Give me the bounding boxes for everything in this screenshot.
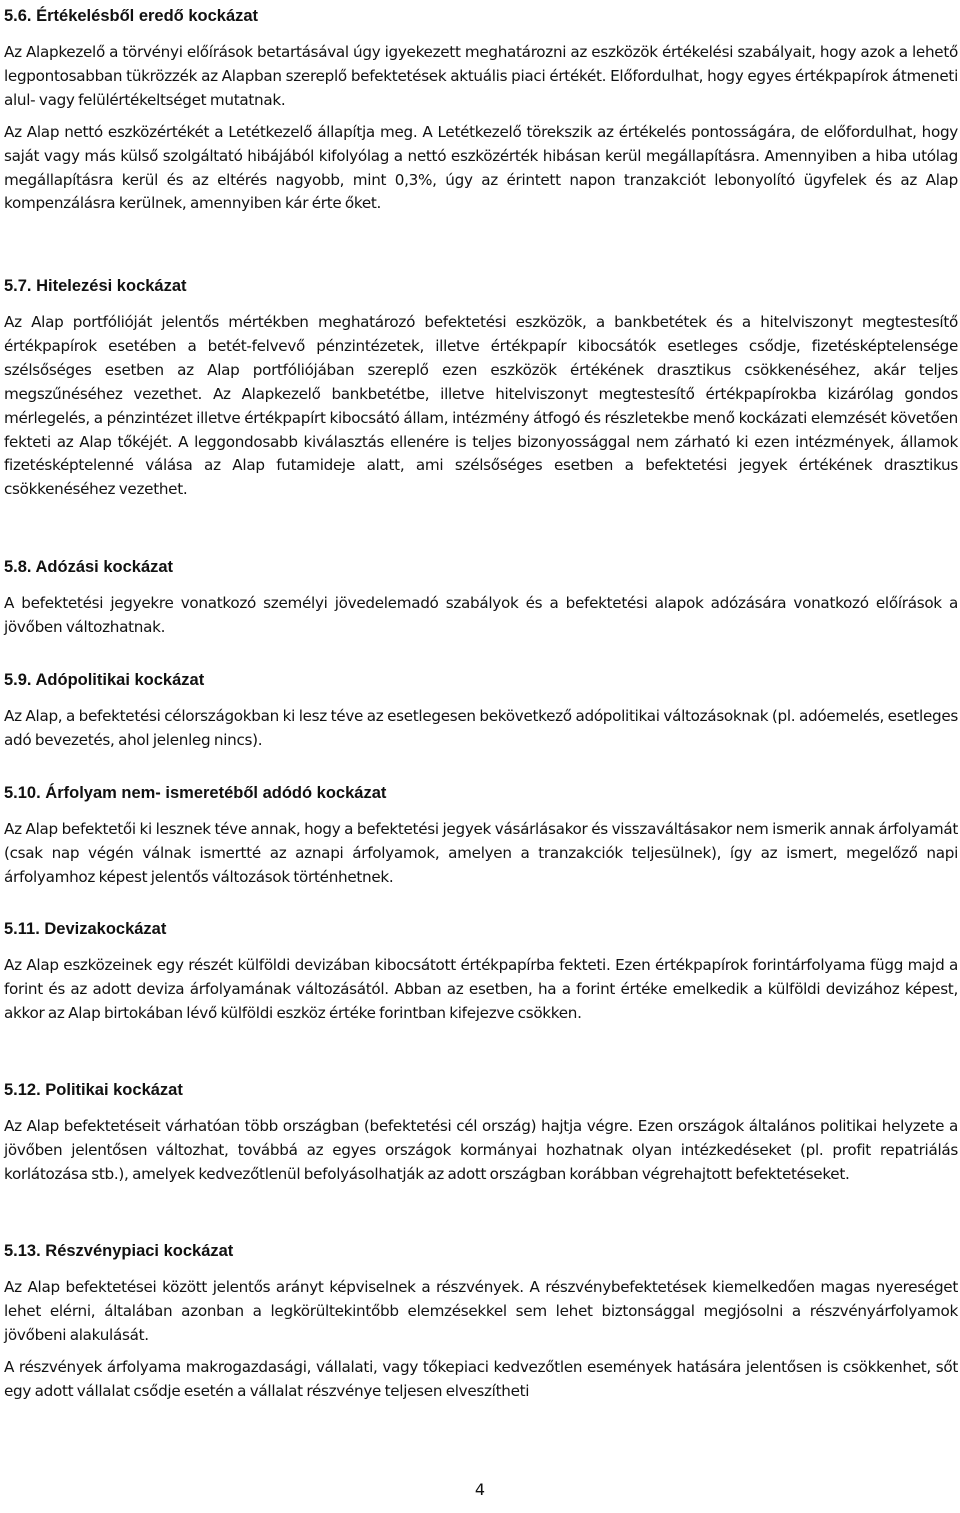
section-heading: 5.6. Értékelésből eredő kockázat — [4, 7, 259, 25]
paragraph: A befektetési jegyekre vonatkozó személyi jövedelemadó szabályok és a befektetési alapok adózására vonatkozó előírások a jövőben változhatnak. — [4, 594, 958, 636]
paragraph: Az Alap befektetései között jelentős arányt képviselnek a részvények. A részvénybefektetések kiemelkedően magas nyereséget lehet elérni, általában azonban a legkörültekintőbb elemzésekkel sem lehet biztonsággal megjósolni a részvényárfolyamok jövőbeni alakulását. — [4, 1278, 958, 1344]
page-number: 4 — [474, 1480, 486, 1499]
paragraph: Az Alap, a befektetési célországokban ki lesz téve az esetlegesen bekövetkező adópolitikai változásoknak (pl. adóemelés, esetleges adó bevezetés, ahol jelenleg nincs). — [4, 707, 958, 749]
paragraph: Az Alap portfólióját jelentős mértékben meghatározó befektetési eszközök, a bankbetétek és a hitelviszonyt megtestesítő értékpapírok esetében a betét-felvevő pénzintézetek, illetve értékpapír kibocsátók esetleges csődje, fizetésképtelensége szélsőséges esetben az Alap portfóliójában szereplő ezen eszközök értékének drasztikus csökkenéséhez, akár teljes megszűnéséhez vezethet. Az Alapkezelő bankbetétbe, illetve hitelviszonyt megtestesítő értékpapírokba kizárólag gondos mérlegelés, a pénzintézet illetve értékpapírt kibocsátó állam, intézmény átfogó és részletekbe menő kockázati elemzését követően fekteti az Alap tőkéjét. A leggondosabb kiválasztás ellenére is teljes bizonyossággal nem zárható ki ezen intézmények, államok fizetésképtelenné válása az Alap futamideje alatt, ami szélsőséges esetben a befektetési jegyek értékének drasztikus csökkenéséhez vezethet. — [4, 313, 958, 499]
section-heading: 5.11. Devizakockázat — [4, 920, 167, 938]
paragraph: Az Alap nettó eszközértékét a Letétkezelő állapítja meg. A Letétkezelő törekszik az értékelés pontosságára, de előfordulhat, hogy saját vagy más külső szolgáltató hibájából kifolyólag a nettó eszközérték hibásan kerül megállapításra. Amennyiben a hiba utólag megállapításra kerül és az eltérés nagyobb, mint 0,3%, úgy az érintett napon tranzakciót lebonyolító ügyfelek és az Alap kompenzálásra kerülnek, amennyiben kár érte őket. — [4, 122, 958, 213]
section-heading: 5.7. Hitelezési kockázat — [4, 277, 187, 295]
paragraph: Az Alapkezelő a törvényi előírások betartásával úgy igyekezett meghatározni az eszközök értékelési szabályait, hogy azok a lehető legpontosabban tükrözzék az Alapban szereplő befektetések aktuális piaci értékét. Előfordulhat, hogy egyes értékpapírok átmeneti alul- vagy felülértékeltséget mutatnak. — [4, 43, 958, 109]
paragraph: A részvények árfolyama makrogazdasági, vállalati, vagy tőkepiaci kedvezőtlen események hatására jelentősen is csökkenhet, sőt egy adott vállalat csődje esetén a vállalat részvénye teljesen elveszítheti — [4, 1357, 958, 1400]
paragraph: Az Alap befektetéseit várhatóan több országban (befektetési cél ország) hajtja végre. Ezen országok általános politikai helyzete a jövőben jelentősen változhat, továbbá az egyes országok kormányai hozhatnak olyan intézkedéseket (pl. profit repatriálás korlátozása stb.), amelyek kedvezőtlenül befolyásolhatják az adott országban korábban végrehajtott befektetéseket. — [4, 1117, 958, 1183]
section-5-12 — [4, 1079, 958, 1195]
section-5-11 — [4, 918, 958, 1034]
section-heading: 5.8. Adózási kockázat — [4, 558, 174, 576]
section-5-6 — [4, 5, 958, 224]
section-5-13 — [4, 1240, 958, 1412]
section-heading: 5.13. Részvénypiaci kockázat — [4, 1242, 234, 1260]
section-5-10 — [4, 782, 958, 898]
section-heading: 5.12. Politikai kockázat — [4, 1081, 183, 1099]
section-heading: 5.10. Árfolyam nem- ismeretéből adódó kockázat — [4, 784, 387, 802]
paragraph: Az Alap eszközeinek egy részét külföldi devizában kibocsátott értékpapírba fekteti. Ezen értékpapírok forintárfolyama függ majd a forint és az adott deviza árfolyamának változásától. Abban az esetben, ha a forint értéke emelkedik a külföldi devizához képest, akkor az Alap birtokában lévő külföldi eszköz értéke forintban kifejezve csökken. — [4, 956, 958, 1022]
section-5-9 — [4, 669, 958, 761]
section-5-7 — [4, 275, 958, 510]
section-heading: 5.9. Adópolitikai kockázat — [4, 671, 205, 689]
section-5-8 — [4, 556, 958, 648]
paragraph: Az Alap befektetői ki lesznek téve annak, hogy a befektetési jegyek vásárlásakor és visszaváltásakor nem ismerik annak árfolyamát (csak nap végén válnak ismertté az aznapi árfolyamok, amelyen a tranzakciók teljesülnek), így az ismert, megelőző napi árfolyamhoz képest jelentős változások történhetnek. — [4, 820, 958, 886]
